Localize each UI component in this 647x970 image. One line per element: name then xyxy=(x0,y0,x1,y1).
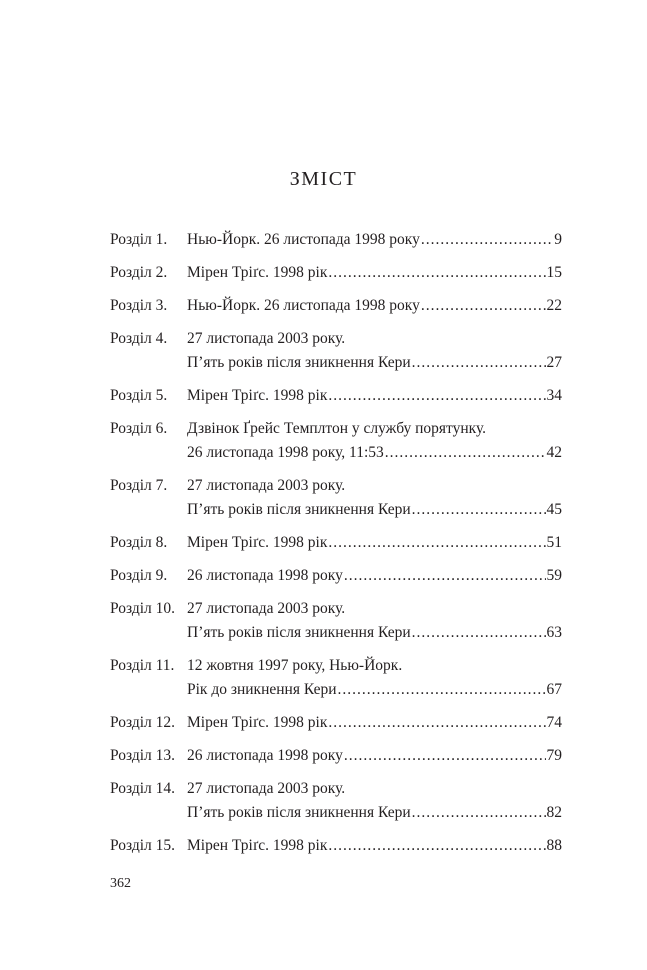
dot-leader xyxy=(328,384,545,408)
chapter-title-last-line xyxy=(187,228,562,252)
toc-entry xyxy=(110,474,562,522)
table-of-contents xyxy=(110,228,562,867)
toc-entry xyxy=(110,261,562,285)
chapter-page-number: 9 xyxy=(554,231,562,248)
dot-leader xyxy=(328,261,545,285)
toc-entry xyxy=(110,711,562,735)
dot-leader xyxy=(421,228,553,252)
toc-entry xyxy=(110,744,562,768)
dot-leader xyxy=(412,621,546,645)
chapter-page-number: 51 xyxy=(546,534,562,551)
toc-entry xyxy=(110,597,562,645)
chapter-label: Розділ 13. xyxy=(110,747,176,764)
chapter-title-last-line xyxy=(187,261,562,285)
chapter-title xyxy=(187,597,562,645)
chapter-page-number: 74 xyxy=(546,714,562,731)
chapter-page-number: 15 xyxy=(546,264,562,281)
chapter-label: Розділ 2. xyxy=(110,264,168,281)
chapter-page-number: 22 xyxy=(546,297,562,314)
chapter-page-number: 79 xyxy=(546,747,562,764)
toc-entry xyxy=(110,834,562,858)
page-title: ЗМІСТ xyxy=(289,168,358,190)
chapter-label: Розділ 6. xyxy=(110,420,168,437)
toc-entry xyxy=(110,294,562,318)
dot-leader xyxy=(344,744,546,768)
toc-entry xyxy=(110,327,562,375)
chapter-label: Розділ 11. xyxy=(110,657,175,674)
dot-leader xyxy=(412,351,546,375)
chapter-page-number: 82 xyxy=(546,804,562,821)
chapter-title xyxy=(187,744,562,768)
chapter-title-line: 27 листопада 2003 року. xyxy=(187,330,346,347)
chapter-title xyxy=(187,294,562,318)
chapter-label: Розділ 7. xyxy=(110,477,168,494)
chapter-label: Розділ 9. xyxy=(110,567,168,584)
dot-leader xyxy=(328,711,545,735)
chapter-title-line: 12 жовтня 1997 року, Нью-Йорк. xyxy=(187,657,403,674)
chapter-title-text: П’ять років після зникнення Кери xyxy=(187,501,411,518)
dot-leader xyxy=(412,498,546,522)
chapter-title-last-line xyxy=(187,711,562,735)
chapter-label: Розділ 4. xyxy=(110,330,168,347)
dot-leader xyxy=(344,564,546,588)
chapter-page-number: 63 xyxy=(546,624,562,641)
chapter-title-text: Нью-Йорк. 26 листопада 1998 року xyxy=(187,297,420,314)
chapter-label: Розділ 5. xyxy=(110,387,168,404)
chapter-title-last-line xyxy=(187,801,562,825)
chapter-title-text: Мірен Тріґс. 1998 рік xyxy=(187,387,328,404)
chapter-title xyxy=(187,474,562,522)
chapter-title-text: П’ять років після зникнення Кери xyxy=(187,624,411,641)
chapter-label: Розділ 12. xyxy=(110,714,176,731)
chapter-title-last-line xyxy=(187,678,562,702)
chapter-page-number: 45 xyxy=(546,501,562,518)
chapter-label: Розділ 8. xyxy=(110,534,168,551)
chapter-title-text: Мірен Тріґс. 1998 рік xyxy=(187,264,328,281)
chapter-title-text: Нью-Йорк. 26 листопада 1998 року xyxy=(187,231,420,248)
chapter-title-text: 26 листопада 1998 року xyxy=(187,747,343,764)
chapter-page-number: 59 xyxy=(546,567,562,584)
chapter-title-line: 27 листопада 2003 року. xyxy=(187,600,346,617)
chapter-title-last-line xyxy=(187,351,562,375)
chapter-label: Розділ 14. xyxy=(110,780,176,797)
chapter-title-text: 26 листопада 1998 року, 11:53 xyxy=(187,444,384,461)
dot-leader xyxy=(328,531,545,555)
chapter-title-last-line xyxy=(187,441,562,465)
toc-entry xyxy=(110,417,562,465)
chapter-title-text: 26 листопада 1998 року xyxy=(187,567,343,584)
chapter-title xyxy=(187,384,562,408)
dot-leader xyxy=(385,441,546,465)
chapter-label: Розділ 15. xyxy=(110,837,176,854)
chapter-title-text: Мірен Тріґс. 1998 рік xyxy=(187,534,328,551)
chapter-title xyxy=(187,531,562,555)
chapter-title-last-line xyxy=(187,744,562,768)
chapter-title xyxy=(187,654,562,702)
chapter-page-number: 34 xyxy=(546,387,562,404)
chapter-page-number: 88 xyxy=(546,837,562,854)
chapter-title xyxy=(187,261,562,285)
chapter-title-last-line xyxy=(187,498,562,522)
chapter-title-text: П’ять років після зникнення Кери xyxy=(187,804,411,821)
chapter-label: Розділ 3. xyxy=(110,297,168,314)
chapter-title-text: П’ять років після зникнення Кери xyxy=(187,354,411,371)
page-number: 362 xyxy=(110,876,131,891)
chapter-title xyxy=(187,228,562,252)
toc-entry xyxy=(110,384,562,408)
chapter-page-number: 42 xyxy=(546,444,562,461)
chapter-label: Розділ 10. xyxy=(110,600,176,617)
chapter-title-last-line xyxy=(187,384,562,408)
chapter-title-last-line xyxy=(187,564,562,588)
toc-entry xyxy=(110,531,562,555)
chapter-title xyxy=(187,834,562,858)
toc-entry xyxy=(110,777,562,825)
chapter-title-text: Рік до зникнення Кери xyxy=(187,681,337,698)
dot-leader xyxy=(421,294,546,318)
chapter-title-text: Мірен Тріґс. 1998 рік xyxy=(187,837,328,854)
chapter-title-last-line xyxy=(187,294,562,318)
chapter-title xyxy=(187,777,562,825)
chapter-title-line: 27 листопада 2003 року. xyxy=(187,477,346,494)
chapter-title xyxy=(187,327,562,375)
chapter-title-last-line xyxy=(187,834,562,858)
chapter-title-last-line xyxy=(187,531,562,555)
toc-entry xyxy=(110,564,562,588)
chapter-page-number: 67 xyxy=(546,681,562,698)
chapter-title xyxy=(187,564,562,588)
dot-leader xyxy=(328,834,545,858)
chapter-title-line: Дзвінок Ґрейс Темплтон у службу порятунку. xyxy=(187,420,487,437)
dot-leader xyxy=(338,678,546,702)
toc-entry xyxy=(110,654,562,702)
chapter-title xyxy=(187,417,562,465)
dot-leader xyxy=(412,801,546,825)
chapter-page-number: 27 xyxy=(546,354,562,371)
toc-entry xyxy=(110,228,562,252)
chapter-label: Розділ 1. xyxy=(110,231,168,248)
chapter-title-last-line xyxy=(187,621,562,645)
chapter-title-line: 27 листопада 2003 року. xyxy=(187,780,346,797)
chapter-title xyxy=(187,711,562,735)
chapter-title-text: Мірен Тріґс. 1998 рік xyxy=(187,714,328,731)
